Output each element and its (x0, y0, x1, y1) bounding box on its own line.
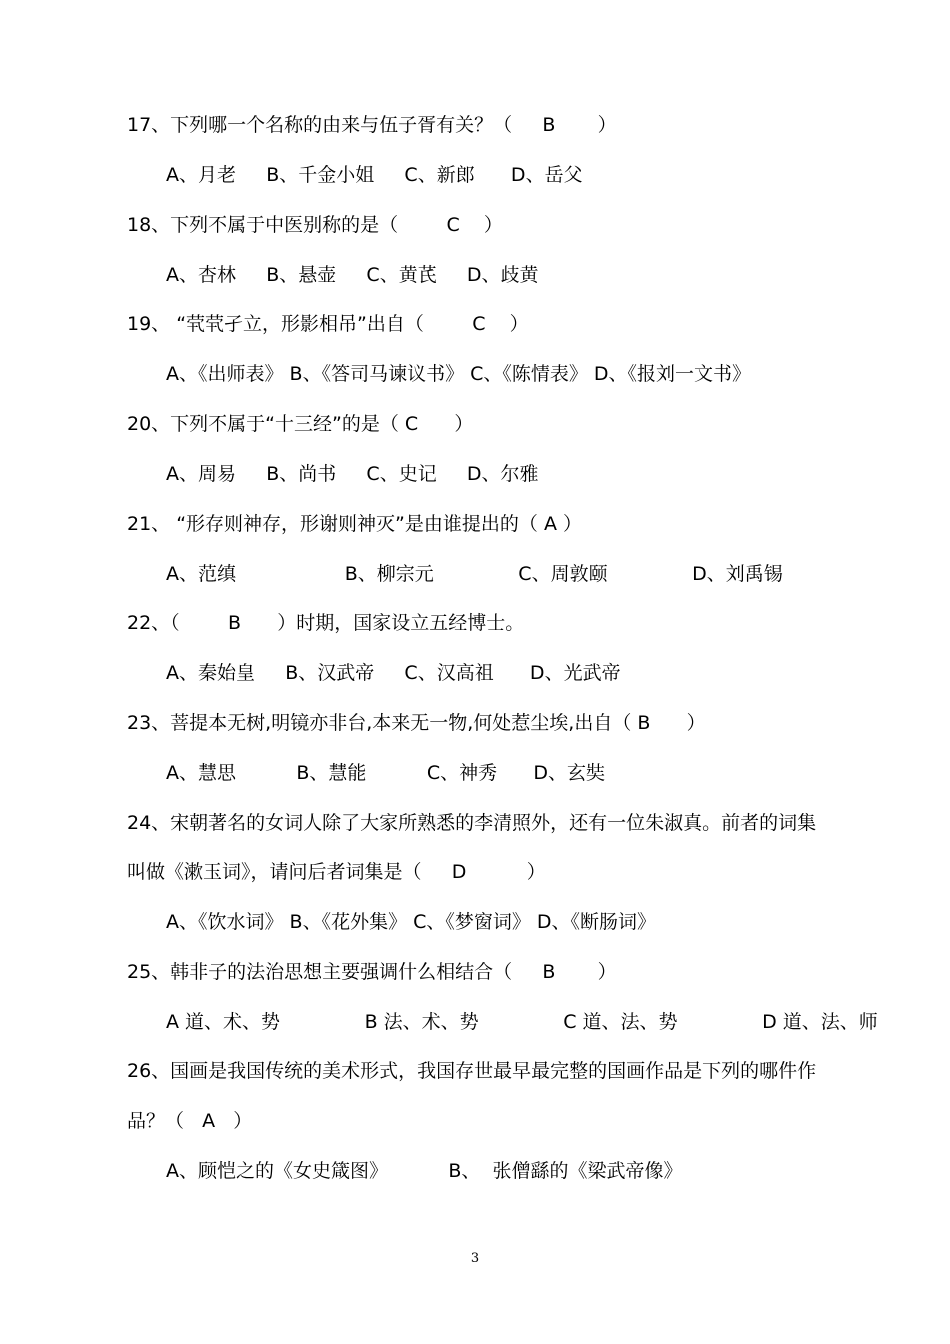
page-number: 3 (470, 1251, 480, 1266)
question-24-continuation: 叫做《漱玉词》，请问后者词集是（ D ） (127, 861, 546, 883)
question-26: 26、国画是我国传统的美术形式，我国存世最早最完整的国画作品是下列的哪件作 (127, 1060, 817, 1082)
question-23: 23、菩提本无树,明镜亦非台,本来无一物,何处惹尘埃,出自（ B ） (127, 712, 706, 734)
question-25: 25、韩非子的法治思想主要强调什么相结合（ B ） (127, 961, 617, 983)
options-19: A、《出师表》 B、《答司马谏议书》 C、《陈情表》 D、《报刘一文书》 (166, 363, 752, 385)
options-23: A、慧思 B、慧能 C、神秀 D、玄奘 (166, 762, 605, 784)
options-17: A、月老 B、千金小姐 C、新郎 D、岳父 (166, 164, 583, 186)
question-18: 18、下列不属于中医别称的是（ C ） (127, 214, 503, 236)
options-25: A 道、术、势 B 法、术、势 C 道、法、势 D 道、法、师 (166, 1011, 878, 1033)
options-21: A、范缜 B、柳宗元 C、周敦颐 D、刘禹锡 (166, 563, 783, 585)
options-26: A、顾恺之的《女史箴图》 B、 张僧繇的《梁武帝像》 (166, 1160, 683, 1182)
question-22: 22、（ B ）时期，国家设立五经博士。 (127, 612, 525, 634)
question-21: 21、 “形存则神存，形谢则神灭”是由谁提出的（ A ） (127, 513, 582, 535)
options-22: A、秦始皇 B、汉武帝 C、汉高祖 D、光武帝 (166, 662, 621, 684)
options-24: A、《饮水词》 B、《花外集》 C、《梦窗词》 D、《断肠词》 (166, 911, 657, 933)
options-18: A、杏林 B、悬壶 C、黄芪 D、歧黄 (166, 264, 539, 286)
question-26-continuation: 品？（ A ） (127, 1110, 253, 1132)
question-24: 24、宋朝著名的女词人除了大家所熟悉的李清照外，还有一位朱淑真。前者的词集 (127, 812, 817, 834)
question-17: 17、下列哪一个名称的由来与伍子胥有关？（ B ） (127, 114, 617, 136)
options-20: A、周易 B、尚书 C、史记 D、尔雅 (166, 463, 539, 485)
question-19: 19、 “茕茕孑立，形影相吊”出自（ C ） (127, 313, 529, 335)
question-20: 20、下列不属于“十三经”的是（ C ） (127, 413, 474, 435)
